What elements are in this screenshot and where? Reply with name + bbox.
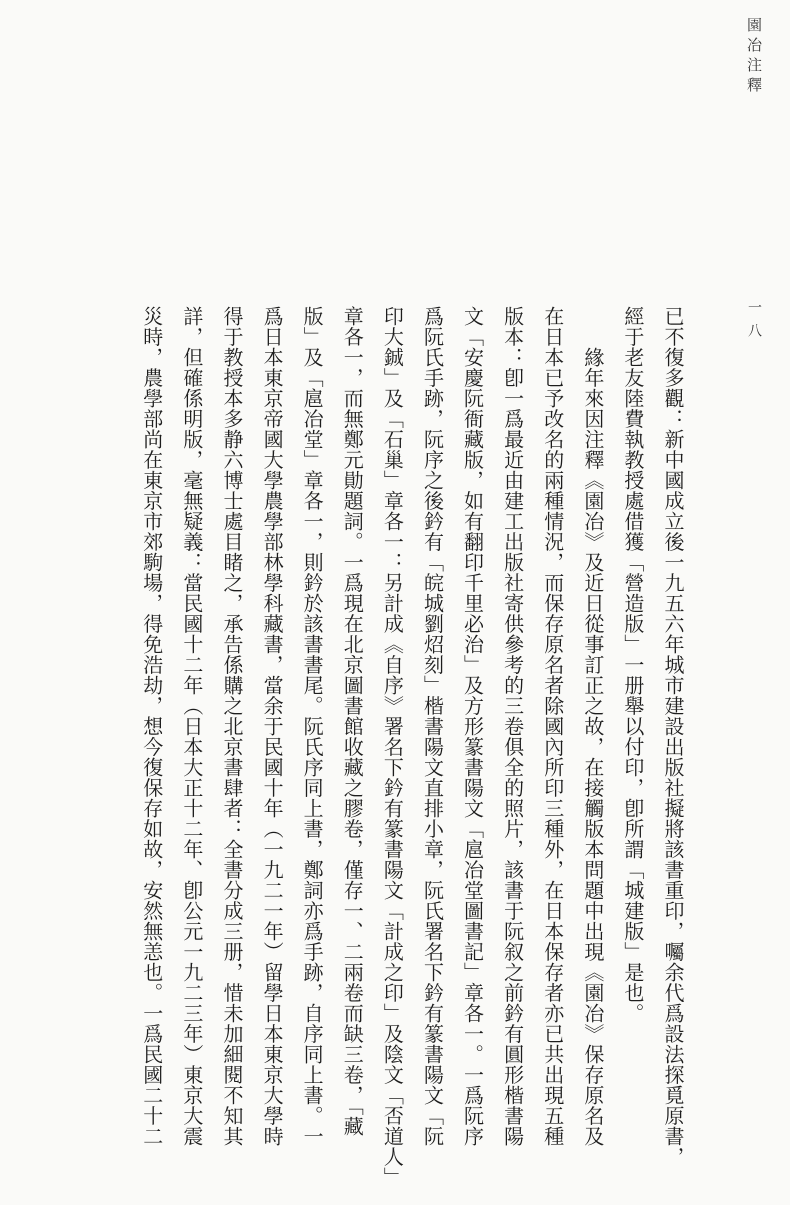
text-column: 爲日本東京帝國大學農學部林學科藏書，當余于民國十年（一九二一年）留學日本東京大學時	[260, 306, 283, 1147]
text-column: 印大鋮」及「石巢」章各一：另計成《自序》署名下鈐有篆書陽文「計成之印」及陰文「否道人」	[380, 306, 403, 1188]
text-column: 已不復多觀：新中國成立後一九五六年城市建設出版社擬將該書重印，囑余代爲設法探覓原書，	[661, 306, 683, 1167]
text-column: 版本：卽一爲最近由建工出版社寄供參考的三卷俱全的照片，該書于阮叙之前鈐有圓形楷書陽	[500, 306, 523, 1147]
text-column-paragraph-start: 緣年來因注釋《園冶》及近日從事訂正之故，在接觸版本問題中出現《園冶》保存原名及	[580, 347, 603, 1147]
main-text-block	[130, 306, 692, 1188]
text-column: 詳，但確係明版，毫無疑義：當民國十二年（日本大正十二年、卽公元一九二三年）東京大震	[179, 306, 202, 1147]
text-column: 災時，農學部尚在東京市郊駒場，得免浩劫，想今復保存如故，安然無恙也。一爲民國二十二	[139, 306, 162, 1147]
text-column: 爲阮氏手跡，阮序之後鈐有「皖城劉炤刻」楷書陽文直排小章，阮氏署名下鈐有篆書陽文「阮	[420, 306, 443, 1147]
text-column: 得于教授本多静六博士處目睹之，承告係購之北京書肆者：全書分成三册，惜未加細閱不知其	[219, 306, 242, 1147]
text-column: 文「安慶阮衙藏版，如有翻印千里必治」及方形篆書陽文「扈冶堂圖書記」章各一。一爲阮序	[460, 306, 483, 1147]
text-column: 版」及「扈冶堂」章各一，則鈐於該書書尾。阮氏序同上書，鄭詞亦爲手跡，自序同上書。一	[300, 306, 323, 1147]
page-number: 一八	[746, 300, 761, 346]
running-head-title: 園冶注釋	[745, 17, 761, 97]
text-column: 章各一，而無鄭元勛題詞。一爲現在北京圖書館收藏之膠卷，僅存一、二兩卷而缺三卷，「藏	[340, 306, 363, 1137]
text-column: 經于老友陸費執教授處借獲「營造版」一册舉以付印，卽所謂「城建版」是也。	[620, 306, 643, 1024]
text-column: 在日本已予改名的兩種情況，而保存原名者除國內所印三種外，在日本保存者亦已共出現五種	[540, 306, 563, 1147]
